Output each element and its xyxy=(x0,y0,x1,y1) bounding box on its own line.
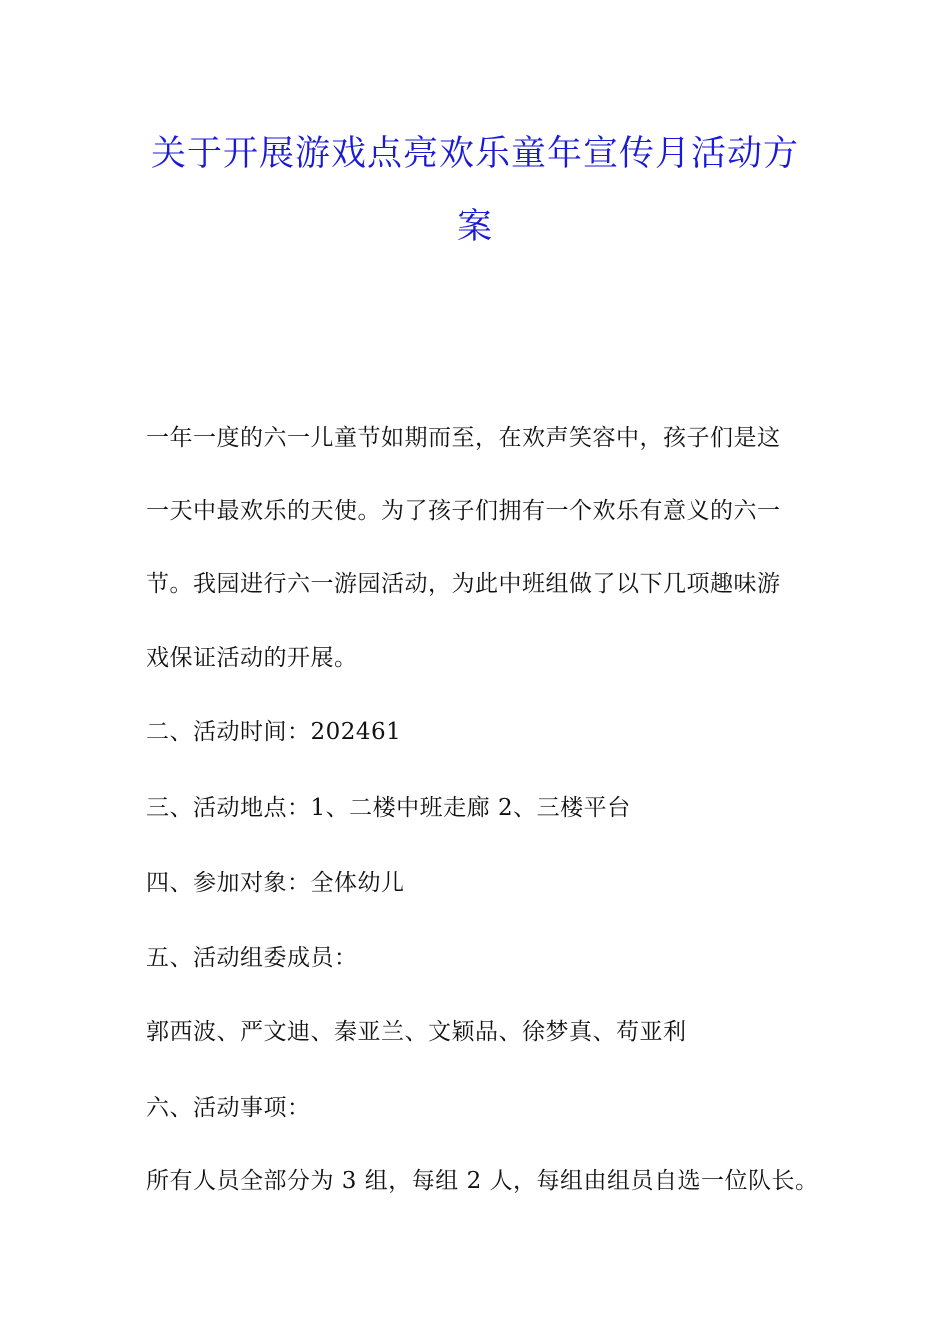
intro-line-3: 节。我园进行六一游园活动，为此中班组做了以下几项趣味游 xyxy=(146,571,781,597)
intro-line-1: 一年一度的六一儿童节如期而至，在欢声笑容中，孩子们是这 xyxy=(146,425,781,451)
activity-place: 三、活动地点：1、二楼中班走廊 2、三楼平台 xyxy=(146,795,631,821)
committee-heading: 五、活动组委成员： xyxy=(146,945,358,971)
activity-target: 四、参加对象：全体幼儿 xyxy=(146,870,405,896)
document-title-line-2: 案 xyxy=(456,207,493,247)
intro-line-2: 一天中最欢乐的天使。为了孩子们拥有一个欢乐有意义的六一 xyxy=(146,498,781,524)
matters-heading: 六、活动事项： xyxy=(146,1095,311,1121)
matters-text: 所有人员全部分为 3 组，每组 2 人，每组由组员自选一位队长。 xyxy=(146,1168,819,1194)
document-title-line-1: 关于开展游戏点亮欢乐童年宣传月活动方 xyxy=(150,134,799,174)
committee-members: 郭西波、严文迪、秦亚兰、文颖品、徐梦真、苟亚利 xyxy=(146,1019,687,1045)
activity-time: 二、活动时间：202461 xyxy=(146,719,402,745)
intro-line-4: 戏保证活动的开展。 xyxy=(146,645,358,671)
